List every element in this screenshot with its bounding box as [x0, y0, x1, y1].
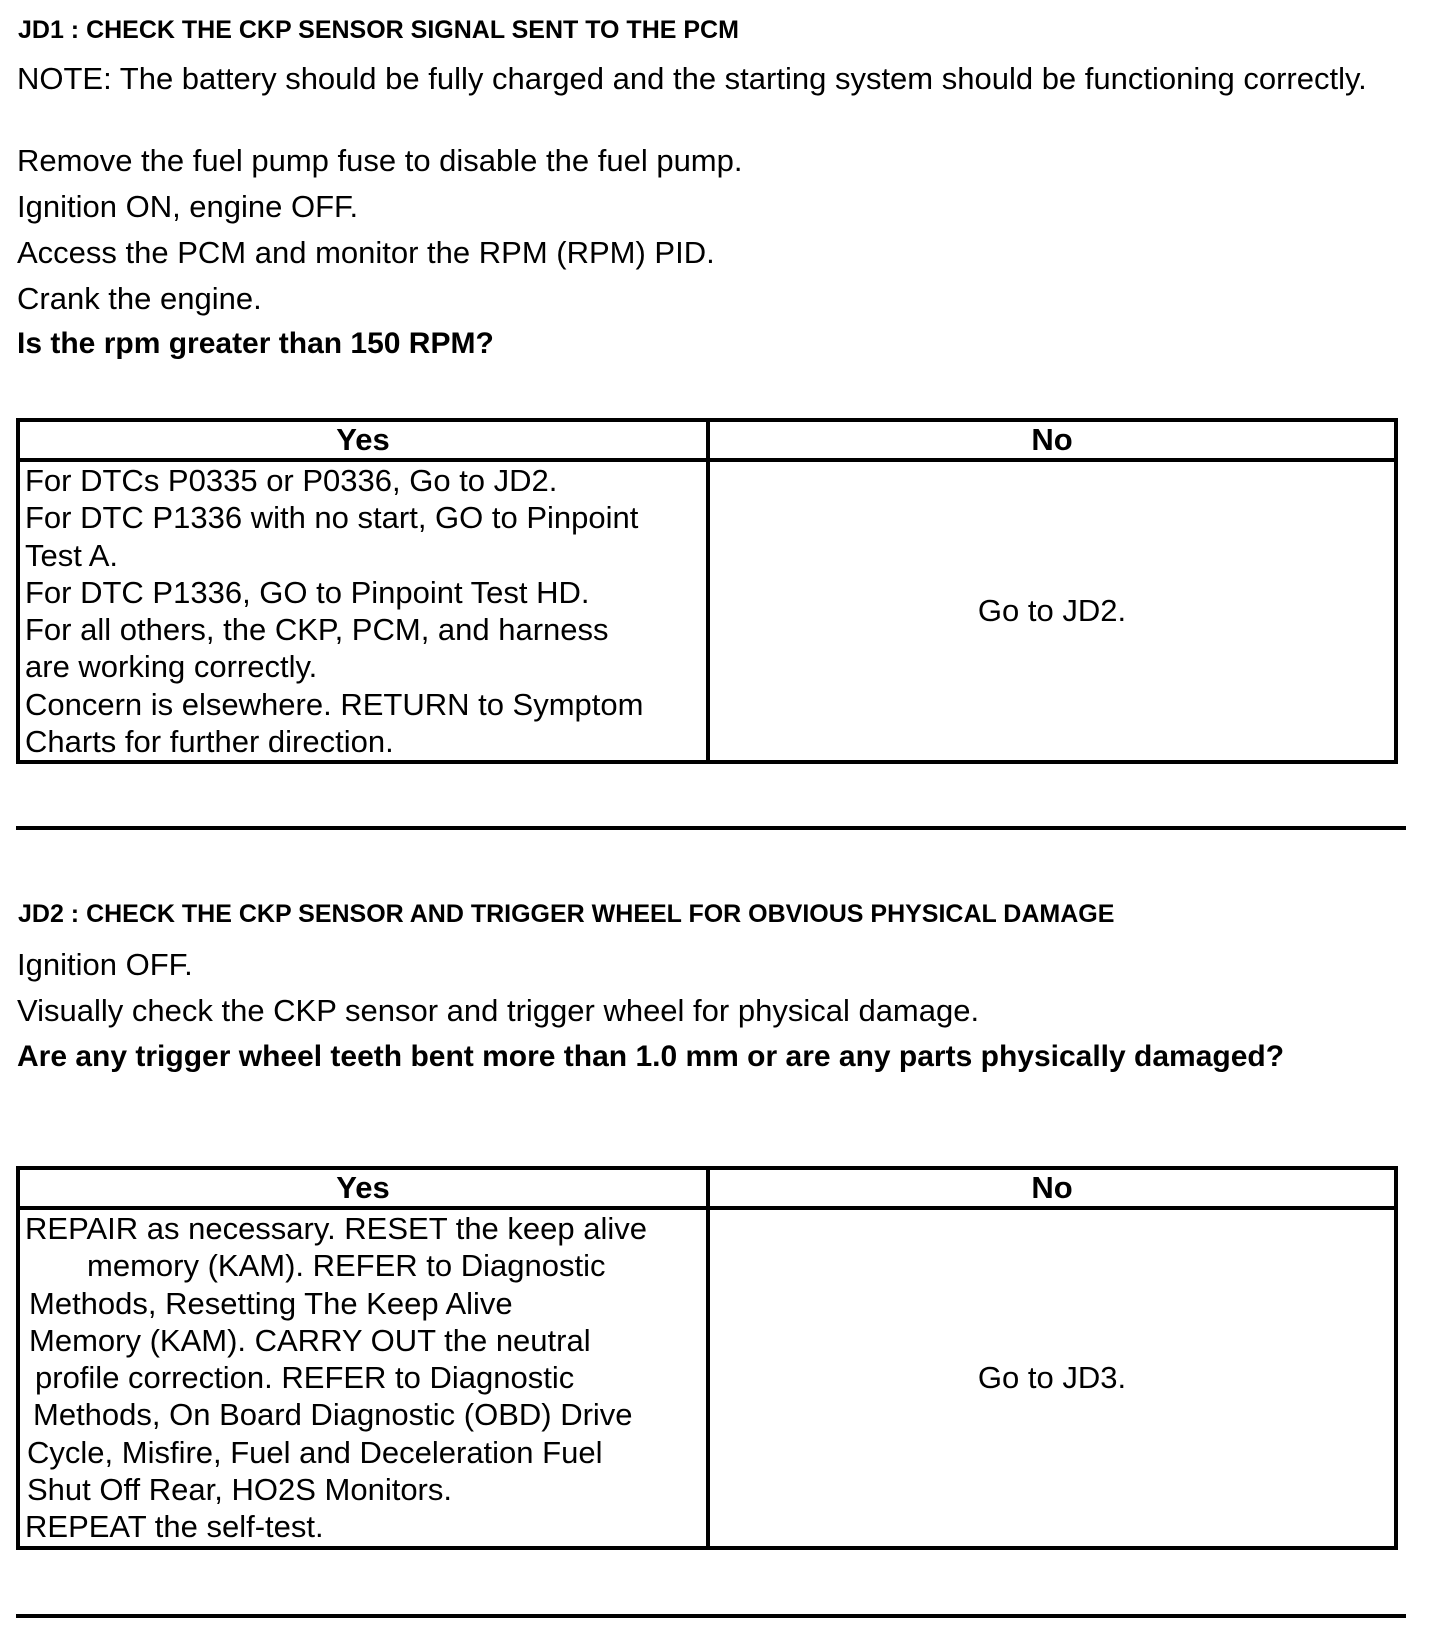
- jd1-yes-line: are working correctly.: [25, 649, 318, 685]
- jd1-yes-line: Test A.: [25, 537, 119, 573]
- jd2-header-row: [18, 1168, 1396, 1208]
- jd2-no-header: No: [708, 1168, 1396, 1208]
- jd1-yes-line: For DTC P1336, GO to Pinpoint Test HD.: [25, 574, 590, 610]
- section-divider: [16, 826, 1406, 830]
- jd1-yes-cell: [18, 460, 708, 762]
- jd2-heading: JD2 : CHECK THE CKP SENSOR AND TRIGGER WHEEL FOR OBVIOUS PHYSICAL DAMAGE: [18, 900, 1115, 928]
- section-divider: [16, 1614, 1406, 1618]
- jd2-yes-header: Yes: [18, 1168, 708, 1208]
- jd2-yes-line: memory (KAM). REFER to Diagnostic: [87, 1248, 606, 1284]
- jd1-yes-line: For DTC P1336 with no start, GO to Pinpoint: [25, 500, 639, 536]
- jd2-yes-cell: [18, 1208, 708, 1548]
- jd2-body-row: [18, 1208, 1396, 1548]
- jd2-yes-line: REPAIR as necessary. RESET the keep alive: [25, 1211, 647, 1246]
- jd2-answer-table: [16, 1166, 1398, 1550]
- jd2-no-cell: Go to JD3.: [708, 1208, 1396, 1548]
- jd2-yes-line: Methods, Resetting The Keep Alive: [29, 1285, 513, 1321]
- jd1-step-ignition: Ignition ON, engine OFF.: [17, 189, 359, 224]
- jd1-yes-line: Concern is elsewhere. RETURN to Symptom: [25, 686, 644, 722]
- jd1-step-access-pcm: Access the PCM and monitor the RPM (RPM) PID.: [17, 235, 715, 270]
- jd1-yes-line: Charts for further direction.: [25, 724, 394, 760]
- jd2-yes-line: Shut Off Rear, HO2S Monitors.: [27, 1472, 452, 1508]
- jd1-note: NOTE: The battery should be fully charged and the starting system should be functioning correctly.: [17, 61, 1367, 96]
- jd2-step-visual-check: Visually check the CKP sensor and trigger wheel for physical damage.: [17, 993, 980, 1028]
- jd2-yes-line: Cycle, Misfire, Fuel and Deceleration Fuel: [27, 1434, 603, 1470]
- jd1-heading: JD1 : CHECK THE CKP SENSOR SIGNAL SENT TO THE PCM: [18, 16, 739, 44]
- jd1-header-row: [18, 420, 1396, 460]
- jd2-question: Are any trigger wheel teeth bent more than 1.0 mm or are any parts physically damaged?: [17, 1040, 1285, 1073]
- jd1-yes-header: Yes: [18, 420, 708, 460]
- jd1-answer-table: [16, 418, 1398, 764]
- jd1-yes-line: For DTCs P0335 or P0336, Go to JD2.: [25, 463, 558, 498]
- jd1-body-row: [18, 460, 1396, 762]
- jd2-yes-line: Methods, On Board Diagnostic (OBD) Drive: [33, 1397, 633, 1433]
- jd2-yes-line: Memory (KAM). CARRY OUT the neutral: [29, 1322, 591, 1358]
- jd1-question: Is the rpm greater than 150 RPM?: [17, 327, 494, 360]
- jd2-yes-line: profile correction. REFER to Diagnostic: [35, 1360, 575, 1396]
- jd1-no-header: No: [708, 420, 1396, 460]
- jd2-step-ignition: Ignition OFF.: [17, 947, 193, 982]
- jd1-yes-line: For all others, the CKP, PCM, and harness: [25, 612, 609, 648]
- jd1-step-crank: Crank the engine.: [17, 281, 262, 316]
- jd2-yes-line: REPEAT the self-test.: [25, 1509, 324, 1545]
- jd1-no-cell: Go to JD2.: [708, 460, 1396, 762]
- jd1-step-fuse: Remove the fuel pump fuse to disable the fuel pump.: [17, 143, 743, 178]
